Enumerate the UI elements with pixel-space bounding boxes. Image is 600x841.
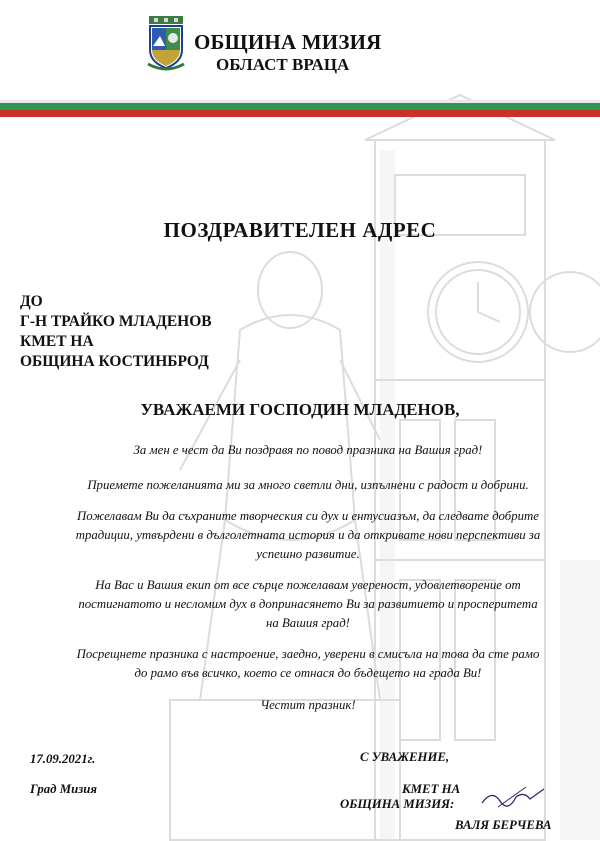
flag-stripe-green: [0, 103, 600, 110]
paragraph-closing-wish: Честит празник!: [260, 698, 356, 712]
paragraph-4-line-2: постигнатото и несломим дух в допринасянето Ви за развитието и просперитета: [78, 597, 538, 611]
paragraph-1: За мен е чест да Ви поздравя по повод празника на Вашия град!: [133, 443, 483, 457]
recipient-title: КМЕТ НА: [20, 333, 94, 350]
paragraph-4-line-3: на Вашия град!: [266, 616, 350, 630]
recipient-name: Г-Н ТРАЙКО МЛАДЕНОВ: [20, 313, 212, 330]
paragraph-3-line-3: успешно развитие.: [256, 547, 360, 561]
paragraph-5-line-1: Посрещнете празника с настроение, заедно, уверени в смисъла на това да сте рамо: [76, 647, 540, 661]
paragraph-3-line-1: Пожелавам Ви да съхраните творческия си дух и ентусиазъм, да следвате добрите: [77, 509, 539, 523]
flag-stripe-red: [0, 110, 600, 117]
closing-phrase: С УВАЖЕНИЕ,: [360, 750, 450, 764]
organization-name: ОБЩИНА МИЗИЯ: [194, 30, 382, 54]
organization-region: ОБЛАСТ ВРАЦА: [216, 55, 350, 74]
municipality-crest-icon: [146, 16, 186, 72]
signer-title-line-1: КМЕТ НА: [402, 782, 461, 796]
place: Град Мизия: [30, 782, 97, 796]
paragraph-4-line-1: На Вас и Вашия екип от все сърце пожелавам увереност, удовлетворение от: [95, 578, 521, 592]
date: 17.09.2021г.: [30, 752, 96, 766]
document-title: ПОЗДРАВИТЕЛЕН АДРЕС: [163, 218, 437, 242]
signer-title-line-2: ОБЩИНА МИЗИЯ:: [340, 797, 455, 811]
recipient-organization: ОБЩИНА КОСТИНБРОД: [20, 353, 209, 370]
handwritten-signature: [478, 783, 548, 813]
signer-name: ВАЛЯ БЕРЧЕВА: [455, 818, 552, 832]
paragraph-5-line-2: до рамо във всичко, което се отнася до бъдещето на града Ви!: [134, 666, 482, 680]
paragraph-3-line-2: традиции, утвърдени в дълголетната история и да откривате нови перспективи за: [75, 528, 541, 542]
paragraph-2: Приемете пожеланията ми за много светли дни, изпълнени с радост и добрини.: [87, 478, 529, 492]
recipient-line-to: ДО: [20, 293, 43, 310]
salutation: УВАЖАЕМИ ГОСПОДИН МЛАДЕНОВ,: [140, 400, 460, 419]
